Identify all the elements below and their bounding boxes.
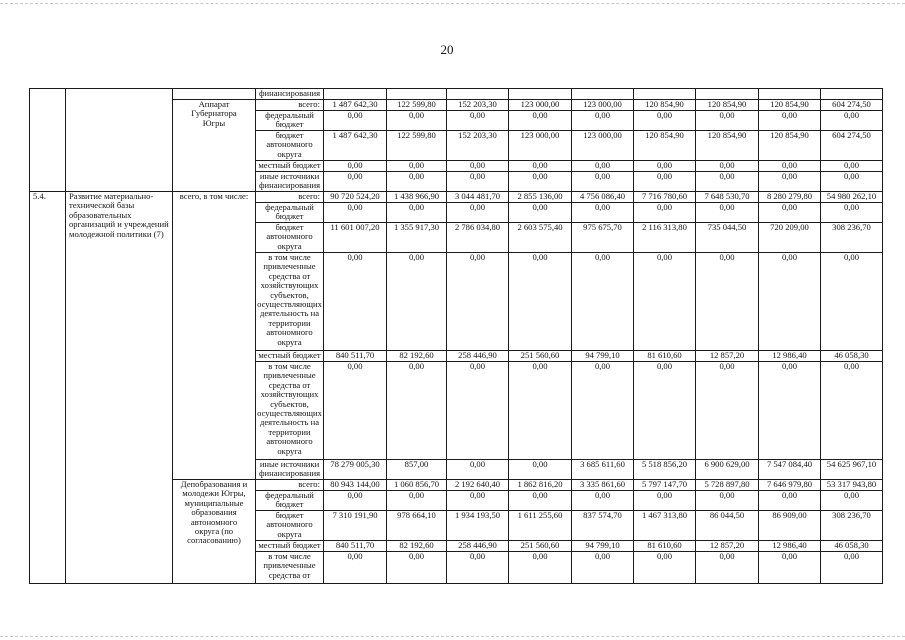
amount-cell: 82 192,60 — [387, 541, 447, 552]
funding-source-cell: всего: — [256, 480, 324, 491]
amount-cell: 1 438 966,90 — [387, 192, 447, 203]
amount-cell: 0,00 — [509, 552, 572, 584]
amount-cell: 0,00 — [572, 172, 634, 192]
amount-cell: 53 317 943,80 — [821, 480, 883, 491]
amount-cell: 604 274,50 — [821, 100, 883, 111]
task-name-cell — [66, 89, 173, 192]
amount-cell: 0,00 — [821, 362, 883, 460]
amount-cell: 86 044,50 — [696, 511, 759, 541]
amount-cell: 258 446,90 — [447, 541, 509, 552]
amount-cell: 152 203,30 — [447, 100, 509, 111]
amount-cell: 3 685 611,60 — [572, 460, 634, 480]
amount-cell: 0,00 — [634, 362, 696, 460]
amount-cell: 12 857,20 — [696, 541, 759, 552]
funding-source-cell: бюджет автономного округа — [256, 131, 324, 161]
amount-cell: 0,00 — [387, 111, 447, 131]
amount-cell: 308 236,70 — [821, 511, 883, 541]
amount-cell: 7 547 084,40 — [759, 460, 821, 480]
amount-cell: 0,00 — [509, 172, 572, 192]
amount-cell: 120 854,90 — [759, 131, 821, 161]
amount-cell: 735 044,50 — [696, 223, 759, 253]
amount-cell: 0,00 — [821, 161, 883, 172]
amount-cell: 120 854,90 — [759, 100, 821, 111]
amount-cell: 0,00 — [572, 253, 634, 351]
amount-cell: 0,00 — [447, 111, 509, 131]
amount-cell: 0,00 — [759, 491, 821, 511]
amount-cell: 0,00 — [387, 203, 447, 223]
amount-cell: 0,00 — [696, 491, 759, 511]
amount-cell: 1 611 255,60 — [509, 511, 572, 541]
amount-cell: 0,00 — [509, 203, 572, 223]
amount-cell: 94 799,10 — [572, 351, 634, 362]
amount-cell: 0,00 — [324, 253, 387, 351]
amount-cell: 0,00 — [634, 253, 696, 351]
amount-cell: 0,00 — [696, 552, 759, 584]
amount-cell: 120 854,90 — [634, 100, 696, 111]
executor-cell: Аппарат Губернатора Югры — [173, 100, 256, 192]
amount-cell: 604 274,50 — [821, 131, 883, 161]
amount-cell: 3 044 481,70 — [447, 192, 509, 203]
amount-cell: 3 335 861,60 — [572, 480, 634, 491]
amount-cell: 0,00 — [447, 491, 509, 511]
amount-cell: 0,00 — [447, 362, 509, 460]
amount-cell: 0,00 — [324, 552, 387, 584]
amount-cell: 11 601 007,20 — [324, 223, 387, 253]
amount-cell: 1 467 313,80 — [634, 511, 696, 541]
amount-cell: 123 000,00 — [572, 131, 634, 161]
amount-cell: 5 518 856,20 — [634, 460, 696, 480]
amount-cell: 1 060 856,70 — [387, 480, 447, 491]
amount-cell: 0,00 — [821, 552, 883, 584]
budget-table — [29, 88, 883, 584]
funding-source-cell: бюджет автономного округа — [256, 223, 324, 253]
funding-source-cell: финансирования — [256, 89, 324, 100]
funding-source-cell: местный бюджет — [256, 161, 324, 172]
amount-cell: 0,00 — [324, 111, 387, 131]
amount-cell: 5 728 897,80 — [696, 480, 759, 491]
amount-cell: 1 487 642,30 — [324, 131, 387, 161]
amount-cell: 2 603 575,40 — [509, 223, 572, 253]
amount-cell — [324, 89, 387, 100]
amount-cell: 122 599,80 — [387, 131, 447, 161]
amount-cell: 2 116 313,80 — [634, 223, 696, 253]
amount-cell: 0,00 — [447, 460, 509, 480]
amount-cell: 2 855 136,00 — [509, 192, 572, 203]
amount-cell: 0,00 — [387, 161, 447, 172]
amount-cell: 0,00 — [696, 253, 759, 351]
amount-cell: 0,00 — [821, 111, 883, 131]
amount-cell: 81 610,60 — [634, 541, 696, 552]
amount-cell: 123 000,00 — [509, 131, 572, 161]
amount-cell: 0,00 — [447, 172, 509, 192]
amount-cell: 0,00 — [447, 203, 509, 223]
amount-cell: 7 716 780,60 — [634, 192, 696, 203]
funding-source-cell: всего: — [256, 100, 324, 111]
amount-cell: 0,00 — [572, 111, 634, 131]
amount-cell: 152 203,30 — [447, 131, 509, 161]
amount-cell: 94 799,10 — [572, 541, 634, 552]
funding-source-cell: иные источники финансирования — [256, 172, 324, 192]
amount-cell: 0,00 — [509, 111, 572, 131]
amount-cell: 251 560,60 — [509, 541, 572, 552]
amount-cell: 0,00 — [759, 253, 821, 351]
amount-cell: 12 986,40 — [759, 351, 821, 362]
amount-cell: 0,00 — [821, 491, 883, 511]
amount-cell: 123 000,00 — [509, 100, 572, 111]
amount-cell: 1 487 642,30 — [324, 100, 387, 111]
amount-cell: 0,00 — [634, 161, 696, 172]
amount-cell: 0,00 — [572, 491, 634, 511]
amount-cell: 251 560,60 — [509, 351, 572, 362]
amount-cell: 46 058,30 — [821, 541, 883, 552]
amount-cell: 0,00 — [696, 203, 759, 223]
amount-cell: 0,00 — [324, 203, 387, 223]
amount-cell: 0,00 — [634, 552, 696, 584]
amount-cell: 0,00 — [387, 552, 447, 584]
amount-cell — [634, 89, 696, 100]
scan-edge-top — [0, 3, 905, 4]
amount-cell: 0,00 — [387, 491, 447, 511]
amount-cell: 0,00 — [821, 172, 883, 192]
amount-cell: 82 192,60 — [387, 351, 447, 362]
amount-cell: 7 646 979,80 — [759, 480, 821, 491]
amount-cell: 81 610,60 — [634, 351, 696, 362]
amount-cell: 0,00 — [634, 172, 696, 192]
amount-cell: 0,00 — [759, 111, 821, 131]
amount-cell — [509, 89, 572, 100]
amount-cell: 857,00 — [387, 460, 447, 480]
funding-source-cell: федеральный бюджет — [256, 111, 324, 131]
amount-cell: 978 664,10 — [387, 511, 447, 541]
amount-cell: 0,00 — [509, 362, 572, 460]
amount-cell: 4 756 086,40 — [572, 192, 634, 203]
amount-cell: 840 511,70 — [324, 541, 387, 552]
funding-source-cell: бюджет автономного округа — [256, 511, 324, 541]
scan-edge-bottom — [0, 636, 905, 637]
amount-cell: 0,00 — [759, 552, 821, 584]
funding-source-cell: федеральный бюджет — [256, 491, 324, 511]
amount-cell: 86 909,00 — [759, 511, 821, 541]
amount-cell: 0,00 — [509, 161, 572, 172]
amount-cell: 7 310 191,90 — [324, 511, 387, 541]
funding-source-cell: местный бюджет — [256, 351, 324, 362]
amount-cell: 0,00 — [759, 172, 821, 192]
amount-cell: 0,00 — [324, 362, 387, 460]
amount-cell: 120 854,90 — [696, 131, 759, 161]
amount-cell: 0,00 — [387, 362, 447, 460]
amount-cell: 6 900 629,00 — [696, 460, 759, 480]
amount-cell: 975 675,70 — [572, 223, 634, 253]
amount-cell — [387, 89, 447, 100]
funding-source-cell: всего: — [256, 192, 324, 203]
amount-cell: 0,00 — [572, 552, 634, 584]
budget-table-body — [30, 89, 883, 584]
amount-cell: 0,00 — [759, 161, 821, 172]
amount-cell — [447, 89, 509, 100]
amount-cell — [821, 89, 883, 100]
amount-cell: 78 279 005,30 — [324, 460, 387, 480]
executor-cell — [173, 89, 256, 100]
amount-cell: 0,00 — [634, 203, 696, 223]
amount-cell: 837 574,70 — [572, 511, 634, 541]
amount-cell: 0,00 — [387, 253, 447, 351]
amount-cell: 54 980 262,10 — [821, 192, 883, 203]
amount-cell — [759, 89, 821, 100]
amount-cell: 80 943 144,00 — [324, 480, 387, 491]
amount-cell: 0,00 — [447, 253, 509, 351]
amount-cell: 0,00 — [696, 362, 759, 460]
amount-cell: 0,00 — [634, 111, 696, 131]
amount-cell: 0,00 — [509, 491, 572, 511]
amount-cell: 308 236,70 — [821, 223, 883, 253]
page-number: 20 — [440, 42, 454, 57]
amount-cell: 0,00 — [509, 253, 572, 351]
amount-cell: 1 934 193,50 — [447, 511, 509, 541]
amount-cell: 123 000,00 — [572, 100, 634, 111]
amount-cell: 0,00 — [509, 460, 572, 480]
funding-source-cell: местный бюджет — [256, 541, 324, 552]
amount-cell: 258 446,90 — [447, 351, 509, 362]
amount-cell: 12 857,20 — [696, 351, 759, 362]
amount-cell: 90 720 524,20 — [324, 192, 387, 203]
amount-cell: 120 854,90 — [696, 100, 759, 111]
amount-cell: 12 986,40 — [759, 541, 821, 552]
amount-cell: 0,00 — [572, 362, 634, 460]
amount-cell: 0,00 — [572, 161, 634, 172]
amount-cell: 120 854,90 — [634, 131, 696, 161]
amount-cell: 46 058,30 — [821, 351, 883, 362]
amount-cell: 0,00 — [759, 362, 821, 460]
amount-cell: 122 599,80 — [387, 100, 447, 111]
amount-cell: 0,00 — [696, 172, 759, 192]
amount-cell: 0,00 — [447, 552, 509, 584]
funding-source-cell: в том числе привлеченные средства от хозяйствующих субъектов, осуществляющих деятельность на территории автономного округа — [256, 253, 324, 351]
amount-cell: 7 648 530,70 — [696, 192, 759, 203]
amount-cell: 0,00 — [821, 253, 883, 351]
amount-cell: 0,00 — [324, 491, 387, 511]
amount-cell: 8 280 279,80 — [759, 192, 821, 203]
amount-cell: 0,00 — [324, 161, 387, 172]
funding-source-cell: в том числе привлеченные средства от хозяйствующих субъектов, осуществляющих деятельность на территории автономного округа — [256, 362, 324, 460]
funding-source-cell: в том числе привлеченные средства от — [256, 552, 324, 584]
amount-cell — [572, 89, 634, 100]
amount-cell: 0,00 — [387, 172, 447, 192]
task-name-cell: Развитие материально- технической базы образовательных организаций и учреждений молодежной политики (7) — [66, 192, 173, 584]
amount-cell: 54 625 967,10 — [821, 460, 883, 480]
task-number-cell: 5.4. — [30, 192, 66, 584]
amount-cell: 1 862 816,20 — [509, 480, 572, 491]
amount-cell — [696, 89, 759, 100]
amount-cell: 0,00 — [696, 161, 759, 172]
amount-cell: 840 511,70 — [324, 351, 387, 362]
funding-source-cell: иные источники финансирования — [256, 460, 324, 480]
amount-cell: 2 786 034,80 — [447, 223, 509, 253]
amount-cell: 0,00 — [759, 203, 821, 223]
amount-cell: 0,00 — [324, 172, 387, 192]
amount-cell: 1 355 917,30 — [387, 223, 447, 253]
table-row — [30, 192, 883, 203]
executor-cell: всего, в том числе: — [173, 192, 256, 480]
table-row — [30, 89, 883, 100]
amount-cell: 5 797 147,70 — [634, 480, 696, 491]
amount-cell: 2 192 640,40 — [447, 480, 509, 491]
executor-cell: Депобразования и молодежи Югры, муниципальные образования автономного округа (по согласованию) — [173, 480, 256, 584]
amount-cell: 0,00 — [821, 203, 883, 223]
amount-cell: 0,00 — [696, 111, 759, 131]
amount-cell: 0,00 — [634, 491, 696, 511]
amount-cell: 720 209,00 — [759, 223, 821, 253]
amount-cell: 0,00 — [572, 203, 634, 223]
task-number-cell — [30, 89, 66, 192]
amount-cell: 0,00 — [447, 161, 509, 172]
funding-source-cell: федеральный бюджет — [256, 203, 324, 223]
